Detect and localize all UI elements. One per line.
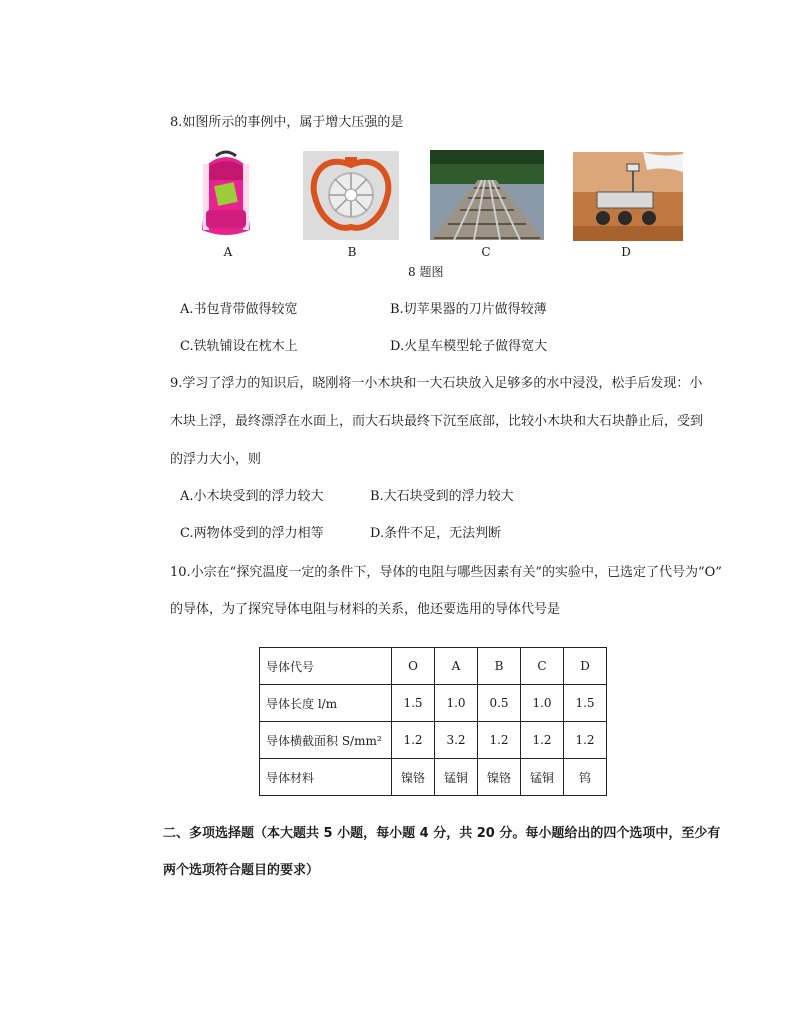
image-label-c: C — [481, 245, 491, 259]
table-cell: 1.0 — [521, 685, 564, 722]
table-cell: 3.2 — [435, 722, 478, 759]
q9-option-a: A.小木块受到的浮力较大 — [180, 489, 324, 504]
q8-stem: 8.如图所示的事例中，属于增大压强的是 — [170, 115, 404, 130]
table-cell: 锰铜 — [435, 759, 478, 796]
table-row-label: 导体长度 l/m — [260, 685, 392, 722]
image-label-d: D — [621, 245, 631, 259]
table-cell: C — [521, 648, 564, 685]
table-cell: O — [392, 648, 435, 685]
q9-stem-line: 的浮力大小，则 — [170, 452, 262, 467]
table-cell: D — [564, 648, 607, 685]
table-row-label: 导体代号 — [260, 648, 392, 685]
table-cell: 1.5 — [392, 685, 435, 722]
q8-option-a: A.书包背带做得较宽 — [180, 302, 298, 317]
table-row — [260, 685, 607, 722]
q8-option-b: B.切苹果器的刀片做得较薄 — [390, 302, 547, 317]
table-cell: 1.0 — [435, 685, 478, 722]
image-label-a: A — [223, 245, 233, 259]
table-cell: 0.5 — [478, 685, 521, 722]
q8-option-c: C.铁轨铺设在枕木上 — [180, 339, 298, 354]
table-cell: 镍铬 — [478, 759, 521, 796]
table-cell: 1.5 — [564, 685, 607, 722]
q9-option-c: C.两物体受到的浮力相等 — [180, 526, 324, 541]
table-cell: 钨 — [564, 759, 607, 796]
table-cell: 1.2 — [564, 722, 607, 759]
q10-stem-line: 10.小宗在“探究温度一定的条件下，导体的电阻与哪些因素有关”的实验中，已选定了代号为“O” — [170, 565, 722, 580]
q8-figure-caption: 8 题图 — [408, 265, 444, 279]
q9-stem-line: 9.学习了浮力的知识后，晓刚将一小木块和一大石块放入足够多的水中浸没，松手后发现：小 — [170, 376, 703, 391]
railway-image — [430, 150, 544, 240]
apple-cutter-image — [303, 151, 399, 240]
table-row-label: 导体材料 — [260, 759, 392, 796]
q10-stem-line: 的导体，为了探究导体电阻与材料的关系，他还要选用的导体代号是 — [170, 602, 561, 617]
table-row — [260, 648, 607, 685]
backpack-image — [186, 150, 266, 242]
table-cell: 1.2 — [478, 722, 521, 759]
q8-option-d: D.火星车模型轮子做得宽大 — [390, 339, 548, 354]
table-cell: B — [478, 648, 521, 685]
table-row — [260, 722, 607, 759]
table-cell: 镍铬 — [392, 759, 435, 796]
conductor-table — [259, 647, 607, 796]
table-cell: 锰铜 — [521, 759, 564, 796]
section-heading-continued: 两个选项符合题目的要求） — [163, 863, 320, 878]
q9-stem-line: 木块上浮，最终漂浮在水面上，而大石块最终下沉至底部，比较小木块和大石块静止后，受到 — [170, 414, 704, 429]
image-label-b: B — [347, 245, 357, 259]
table-cell: 1.2 — [521, 722, 564, 759]
mars-rover-image — [573, 152, 683, 241]
table-cell: A — [435, 648, 478, 685]
section-heading: 二、多项选择题（本大题共 5 小题，每小题 4 分，共 20 分。每小题给出的四个选项中，至少有 — [163, 826, 721, 841]
table-row-label: 导体横截面积 S/mm² — [260, 722, 392, 759]
table-row — [260, 759, 607, 796]
table-cell: 1.2 — [392, 722, 435, 759]
q9-option-b: B.大石块受到的浮力较大 — [370, 489, 514, 504]
q9-option-d: D.条件不足，无法判断 — [370, 526, 502, 541]
